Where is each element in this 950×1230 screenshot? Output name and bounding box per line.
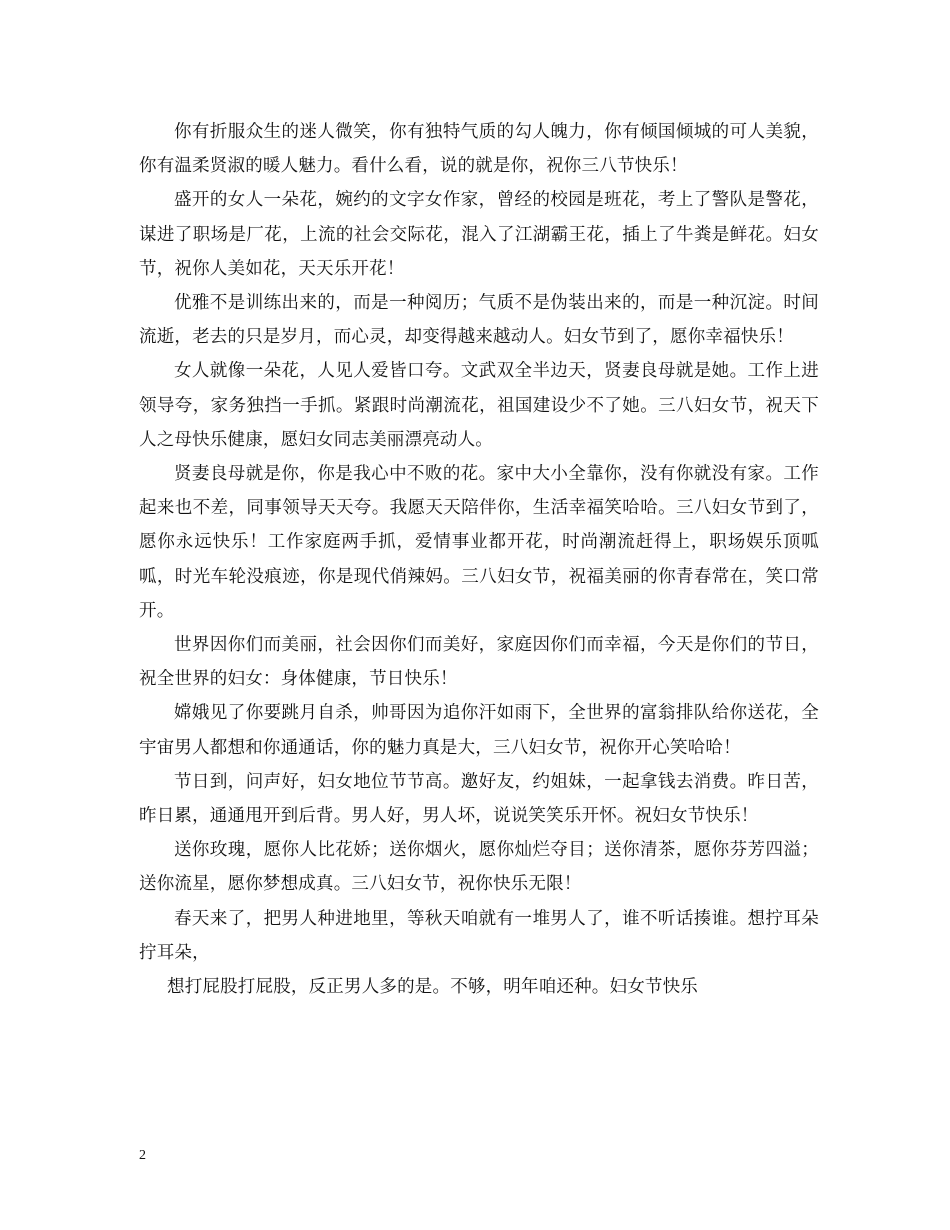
paragraph-2: 盛开的女人一朵花，婉约的文字女作家，曾经的校园是班花，考上了警队是警花，谋进了职场是厂花，上流的社会交际花，混入了江湖霸王花，插上了牛粪是鲜花。妇女节，祝你人美如花，天天乐开花！ bbox=[139, 190, 819, 279]
paragraph-9: 送你玫瑰，愿你人比花娇；送你烟火，愿你灿烂夺目；送你清茶，愿你芬芳四溢；送你流星，愿你梦想成真。三八妇女节，祝你快乐无限！ bbox=[139, 840, 819, 895]
paragraph-3: 优雅不是训练出来的，而是一种阅历；气质不是伪装出来的，而是一种沉淀。时间流逝，老去的只是岁月，而心灵，却变得越来越动人。妇女节到了，愿你幸福快乐！ bbox=[139, 293, 819, 348]
paragraph-10: 春天来了，把男人种进地里，等秋天咱就有一堆男人了，谁不听话揍谁。想拧耳朵拧耳朵， bbox=[139, 908, 819, 963]
paragraph-6: 世界因你们而美丽，社会因你们而美好，家庭因你们而幸福，今天是你们的节日，祝全世界的妇女：身体健康，节日快乐！ bbox=[139, 635, 819, 690]
paragraph-7: 嫦娥见了你要跳月自杀，帅哥因为追你汗如雨下，全世界的富翁排队给你送花，全宇宙男人都想和你通通话，你的魅力真是大，三八妇女节，祝你开心笑哈哈！ bbox=[139, 703, 819, 758]
paragraph-4: 女人就像一朵花，人见人爱皆口夸。文武双全半边天，贤妻良母就是她。工作上进领导夸，家务独挡一手抓。紧跟时尚潮流花，祖国建设少不了她。三八妇女节，祝天下人之母快乐健康，愿妇女同志美丽漂亮动人。 bbox=[139, 361, 819, 450]
paragraph-11: 想打屁股打屁股，反正男人多的是。不够，明年咱还种。妇女节快乐 bbox=[167, 977, 698, 998]
paragraph-1: 你有折服众生的迷人微笑，你有独特气质的勾人魄力，你有倾国倾城的可人美貌，你有温柔贤淑的暖人魅力。看什么看，说的就是你，祝你三八节快乐！ bbox=[139, 122, 819, 177]
document-body bbox=[139, 115, 819, 1004]
paragraph-8: 节日到，问声好，妇女地位节节高。邀好友，约姐妹，一起拿钱去消费。昨日苦，昨日累，通通甩开到后背。男人好，男人坏，说说笑笑乐开怀。祝妇女节快乐！ bbox=[139, 771, 819, 827]
paragraph-5: 贤妻良母就是你，你是我心中不败的花。家中大小全靠你，没有你就没有家。工作起来也不差，同事领导天天夸。我愿天天陪伴你，生活幸福笑哈哈。三八妇女节到了，愿你永远快乐！工作家庭两手抓，爱情事业都开花，时尚潮流赶得上，职场娱乐顶呱呱，时光车轮没痕迹，你是现代俏辣妈。三八妇女节，祝福美丽的你青春常在，笑口常开。 bbox=[139, 464, 819, 621]
page-number: 2 bbox=[139, 1148, 146, 1163]
